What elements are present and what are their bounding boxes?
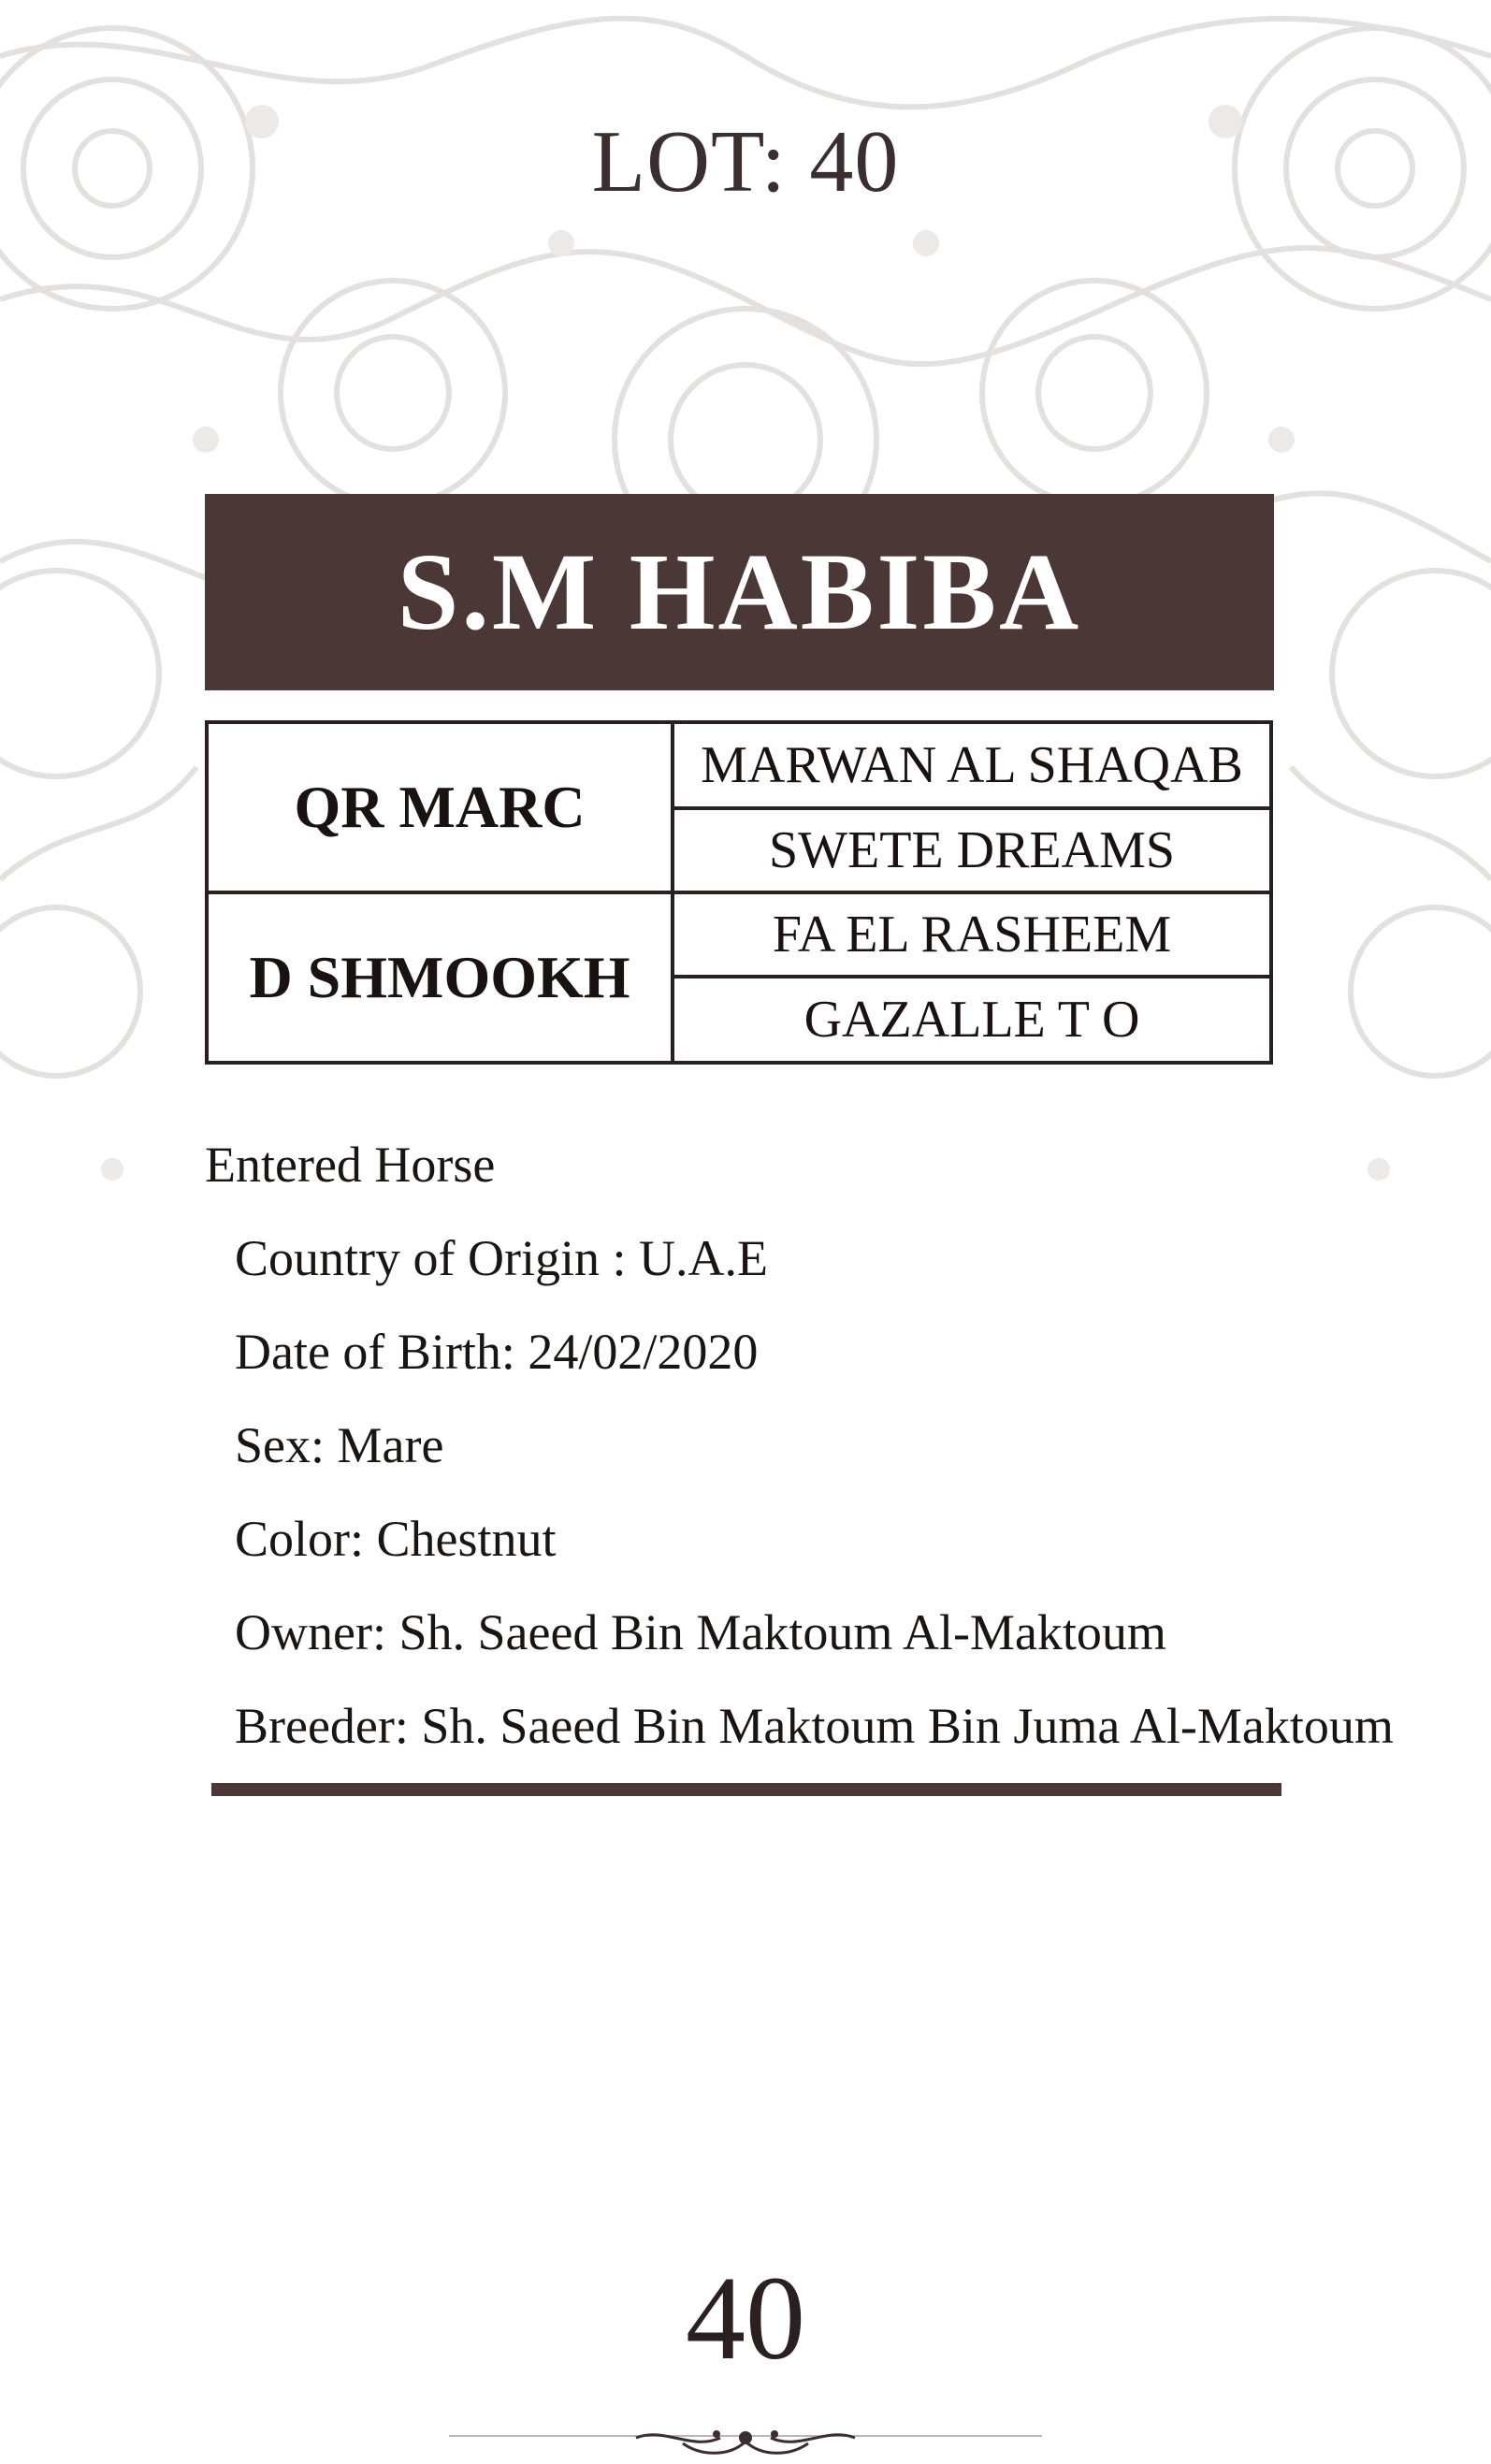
owner: Owner: Sh. Saeed Bin Maktoum Al-Maktoum xyxy=(235,1604,1166,1660)
horse-name: S.M HABIBA xyxy=(397,530,1082,653)
section-divider xyxy=(211,1783,1281,1796)
dam-dam-name: GAZALLE T O xyxy=(803,991,1140,1049)
dam-sire-cell xyxy=(674,894,1269,978)
sire-sire-cell xyxy=(674,724,1269,810)
sire-sire-name: MARWAN AL SHAQAB xyxy=(701,736,1243,794)
dam-name: D SHMOOKH xyxy=(249,944,630,1010)
color: Color: Chestnut xyxy=(235,1511,557,1567)
footer-ornament-icon xyxy=(449,2423,1042,2460)
dam-cell xyxy=(209,894,674,1061)
sex: Sex: Mare xyxy=(235,1417,444,1473)
sire-dam-name: SWETE DREAMS xyxy=(769,821,1175,879)
lot-number-title: LOT: 40 xyxy=(591,113,900,210)
sire-cell xyxy=(209,724,674,894)
sire-dam-cell xyxy=(674,810,1269,894)
pedigree-table xyxy=(205,720,1273,1065)
dam-sire-name: FA EL RASHEEM xyxy=(772,906,1172,964)
page-number: 40 xyxy=(686,2252,805,2384)
country-of-origin: Country of Origin : U.A.E xyxy=(235,1230,768,1286)
sire-name: QR MARC xyxy=(294,774,586,840)
details-heading: Entered Horse xyxy=(205,1137,496,1193)
date-of-birth: Date of Birth: 24/02/2020 xyxy=(235,1324,759,1380)
breeder: Breeder: Sh. Saeed Bin Maktoum Bin Juma Al-Maktoum xyxy=(235,1698,1394,1754)
horse-details xyxy=(205,1132,1477,1759)
dam-dam-cell xyxy=(674,978,1269,1061)
horse-name-banner xyxy=(205,494,1274,690)
